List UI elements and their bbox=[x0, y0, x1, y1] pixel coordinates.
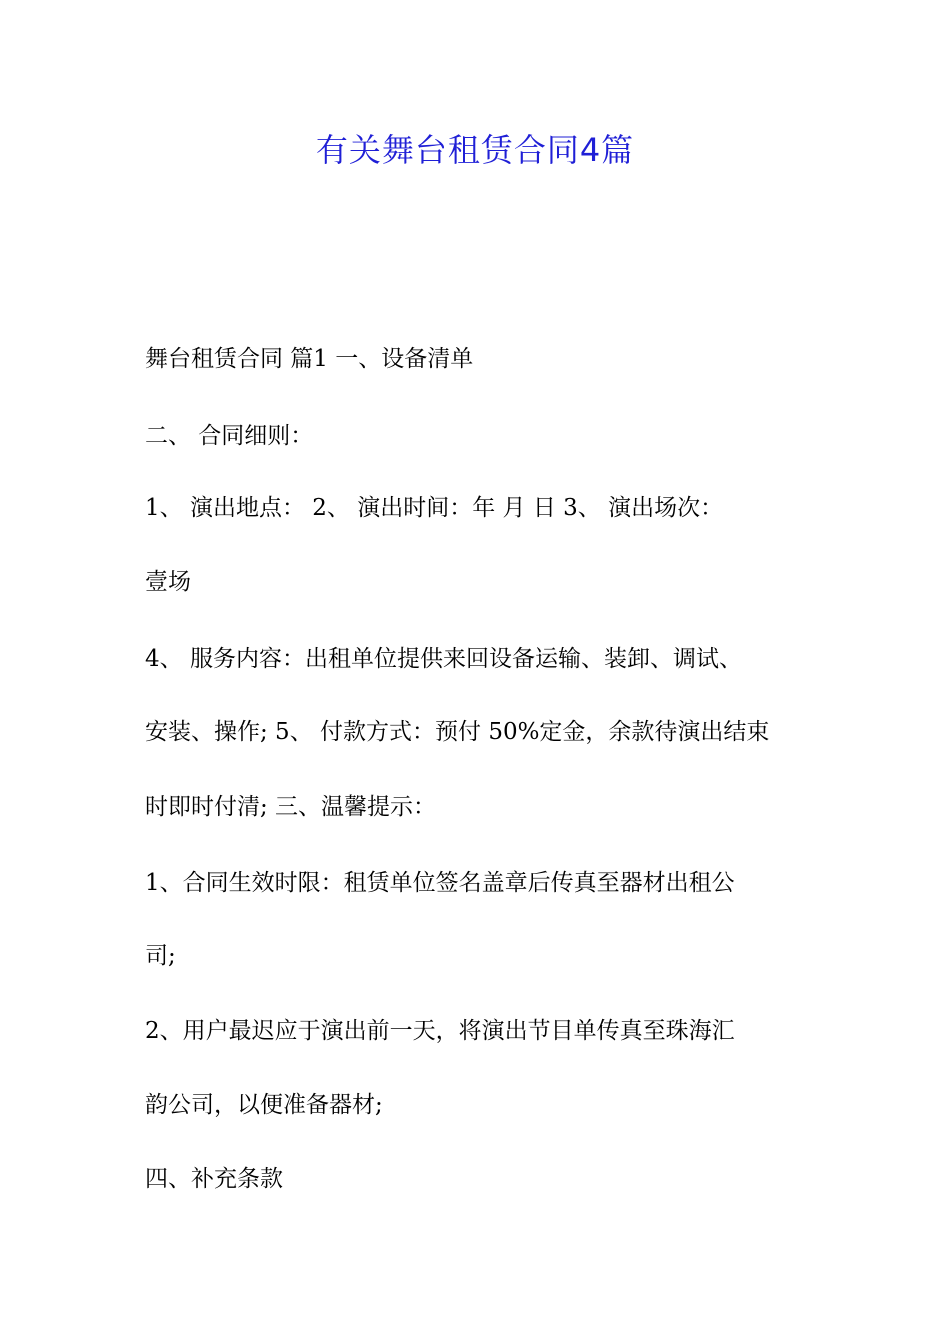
text-line-12: 四、补充条款 bbox=[145, 1166, 283, 1192]
text-line-7: 时即时付清; 三、温馨提示： bbox=[145, 794, 437, 820]
text-line-2: 二、 合同细则： bbox=[145, 423, 314, 449]
text-line-6: 安装、操作; 5、 付款方式：预付 50%定金，余款待演出结束 bbox=[145, 719, 770, 745]
text-line-5: 4、 服务内容：出租单位提供来回设备运输、装卸、调试、 bbox=[145, 646, 742, 672]
text-line-8: 1、合同生效时限：租赁单位签名盖章后传真至器材出租公 bbox=[145, 870, 735, 896]
text-line-10: 2、用户最迟应于演出前一天，将演出节目单传真至珠海汇 bbox=[145, 1018, 735, 1044]
document-title: 有关舞台租赁合同4篇 bbox=[315, 131, 635, 169]
text-line-4: 壹场 bbox=[145, 569, 191, 595]
text-line-11: 韵公司，以便准备器材; bbox=[145, 1092, 383, 1118]
text-line-3: 1、 演出地点： 2、 演出时间：年 月 日 3、 演出场次： bbox=[145, 495, 724, 521]
text-line-1: 舞台租赁合同 篇1 一、设备清单 bbox=[145, 346, 474, 372]
text-line-9: 司; bbox=[145, 943, 176, 969]
